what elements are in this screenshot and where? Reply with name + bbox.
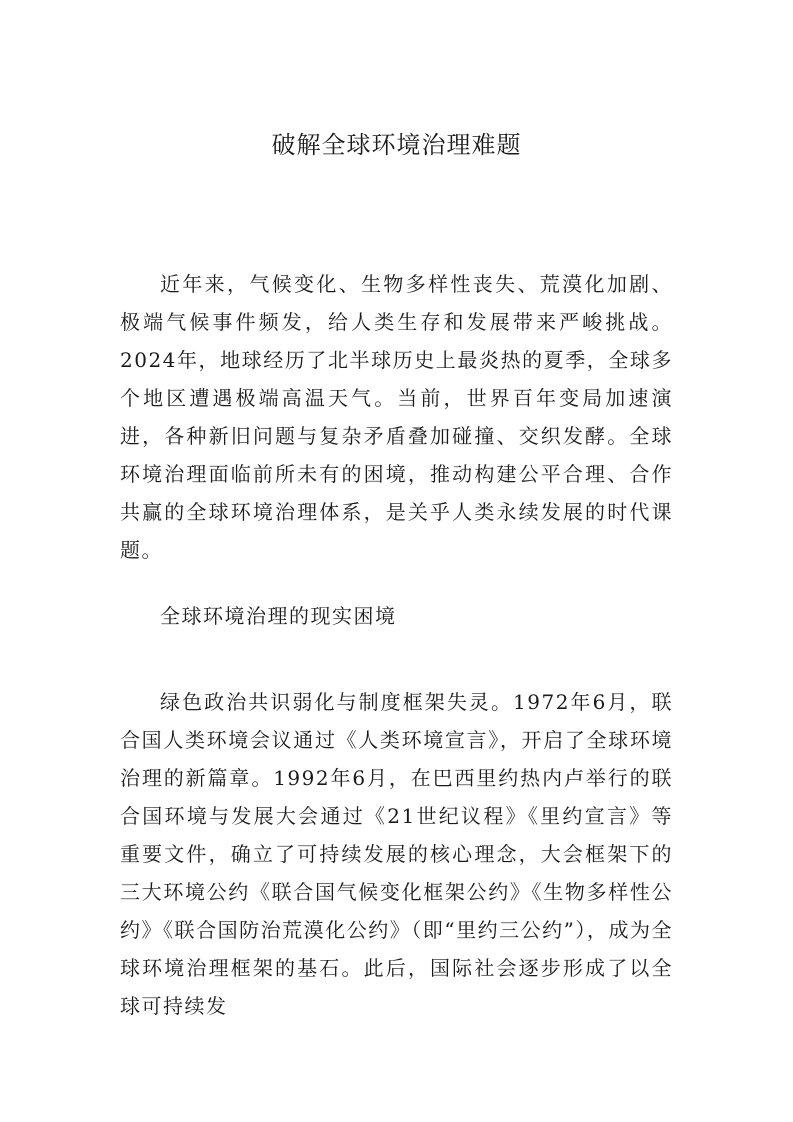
body-paragraph: 绿色政治共识弱化与制度框架失灵。1972年6月，联合国人类环境会议通过《人类环境宣言》，开启了全球环境治理的新篇章。1992年6月，在巴西里约热内卢举行的联合国环境与发展大会通过《21世纪议程》《里约宣言》等重要文件，确立了可持续发展的核心理念，大会框架下的三大环境公约《联合国气候变化框架公约》《生物多样性公约》《联合国防治荒漠化公约》（即“里约三公约”），成为全球环境治理框架的基石。此后，国际社会逐步形成了以全球可持续发 — [120, 690, 673, 1018]
section-heading: 全球环境治理的现实困境 — [160, 604, 397, 628]
document-title: 破解全球环境治理难题 — [271, 131, 522, 159]
intro-paragraph: 近年来，气候变化、生物多样性丧失、荒漠化加剧、极端气候事件频发，给人类生存和发展带来严峻挑战。2024年，地球经历了北半球历史上最炎热的夏季，全球多个地区遭遇极端高温天气。当前，世界百年变局加速演进，各种新旧问题与复杂矛盾叠加碰撞、交织发酵。全球环境治理面临前所未有的困境，推动构建公平合理、合作共赢的全球环境治理体系，是关乎人类永续发展的时代课题。 — [120, 272, 673, 562]
